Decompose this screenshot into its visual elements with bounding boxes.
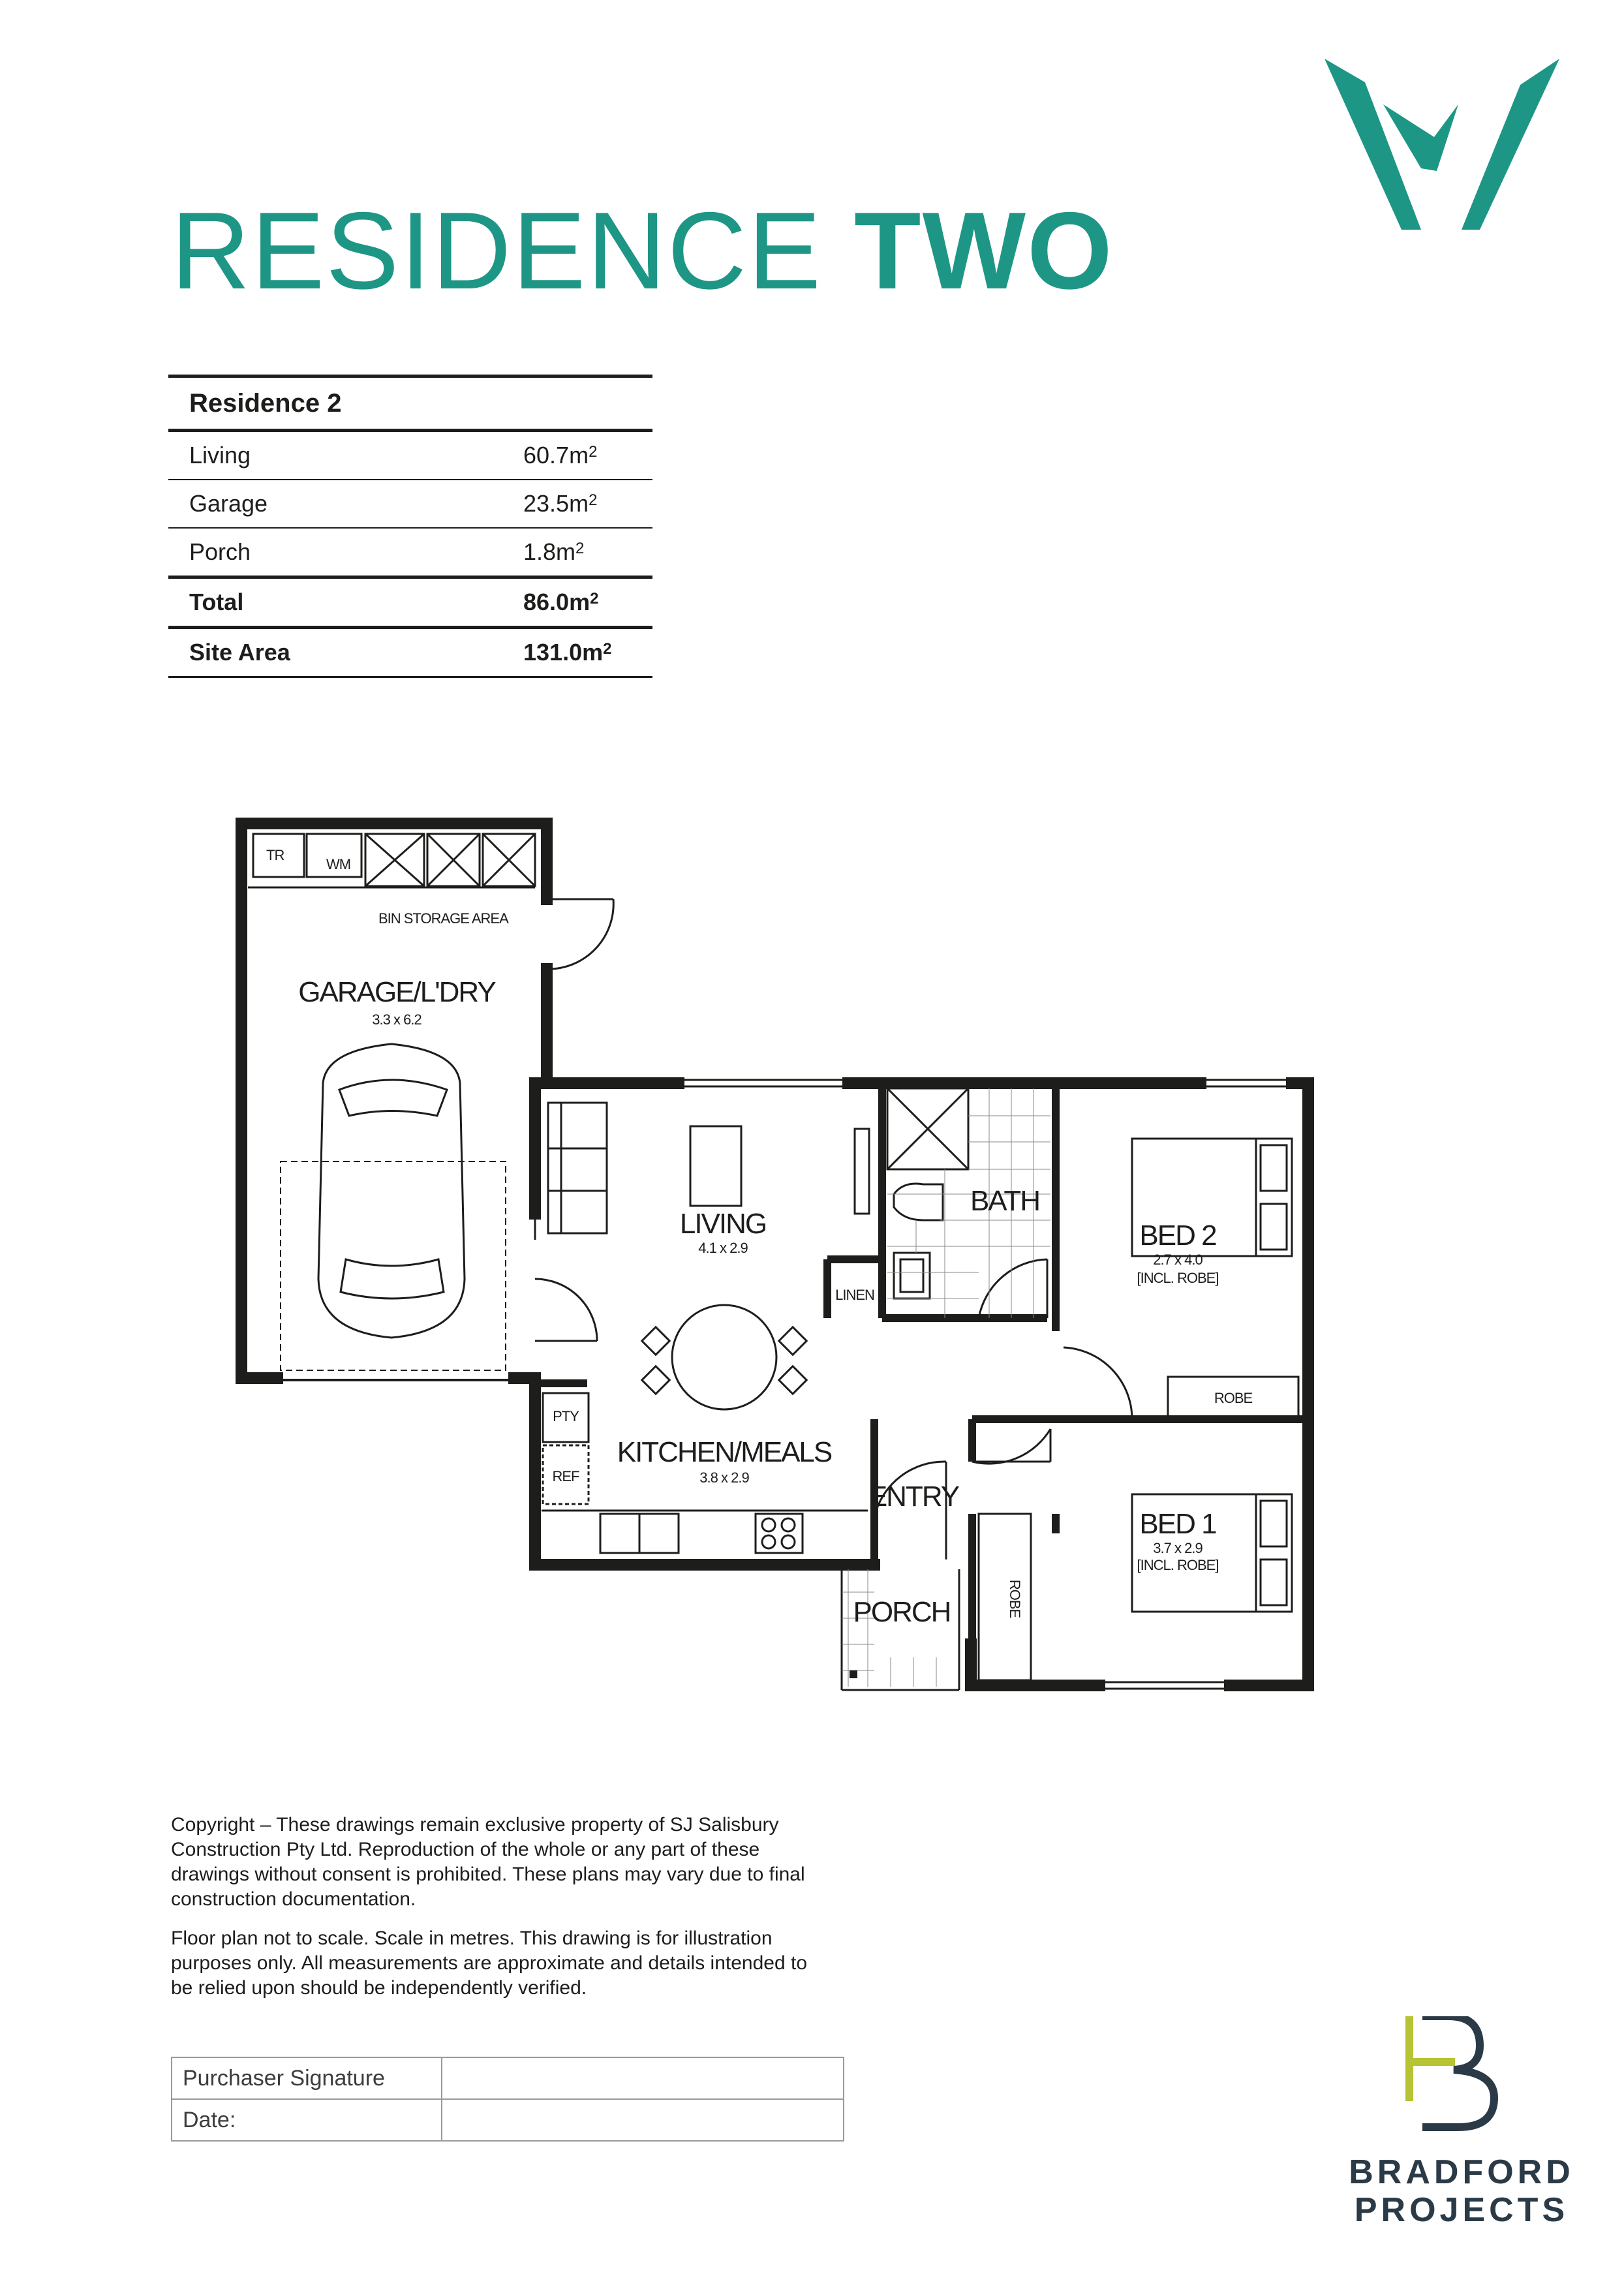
brand-line1: BRADFORD	[1349, 2153, 1574, 2191]
area-table-heading-row	[168, 376, 652, 431]
bradford-b-logo-icon	[1403, 2016, 1507, 2134]
bath-label: BATH	[970, 1185, 1040, 1217]
row-label: Living	[168, 431, 502, 480]
copyright-text: Copyright – These drawings remain exclusive property of SJ Salisbury Construction Pty Ltd. Reproduction of the whole or any part of these drawings without consent is prohibited. These plans may vary due to final construction documentation.	[171, 1814, 805, 1910]
row-value: $86.0m^2$	[502, 577, 652, 628]
page-title	[171, 189, 1114, 312]
brand-wordmark	[1331, 2153, 1592, 2229]
table-row	[168, 480, 652, 528]
row-label: Total	[168, 577, 502, 628]
living-label: LIVING	[679, 1208, 767, 1240]
wm-label: WM	[326, 856, 351, 872]
title-bold: TWO	[853, 189, 1114, 312]
entry-label: ENTRY	[868, 1481, 959, 1513]
purchaser-signature-field[interactable]	[442, 2057, 844, 2099]
bin-storage-label: BIN STORAGE AREA	[378, 910, 508, 927]
table-row	[172, 2099, 844, 2141]
garage-dims: 3.3 x 6.2	[372, 1011, 421, 1028]
disclaimer-text: Floor plan not to scale. Scale in metres. This drawing is for illustration purposes only. All measurements are approximate and details intended to be relied upon should be independently verified.	[171, 1928, 808, 1999]
garage-label: GARAGE/L'DRY	[298, 976, 495, 1008]
row-value: $131.0m^2$	[502, 628, 652, 677]
area-table-heading: Residence 2	[168, 376, 652, 431]
date-field[interactable]	[442, 2099, 844, 2141]
title-light: RESIDENCE	[171, 189, 823, 312]
notes	[171, 1813, 823, 2015]
bed1-note: [INCL. ROBE]	[1137, 1557, 1219, 1573]
bed2-note: [INCL. ROBE]	[1137, 1270, 1219, 1286]
w-logo-icon	[1325, 59, 1559, 235]
row-label: Porch	[168, 528, 502, 577]
date-label: Date:	[172, 2099, 442, 2141]
area-table	[168, 375, 652, 678]
row-label: Garage	[168, 480, 502, 528]
kitchen-meals-label: KITCHEN/MEALS	[617, 1436, 832, 1468]
fridge-label: REF	[552, 1468, 579, 1484]
table-row	[172, 2057, 844, 2099]
signature-table	[171, 2057, 844, 2142]
row-label: Site Area	[168, 628, 502, 677]
table-row	[168, 577, 652, 628]
floor-plan	[222, 809, 1331, 1723]
row-value: $23.5m^2$	[502, 480, 652, 528]
bed1-robe-label: ROBE	[1007, 1579, 1023, 1618]
linen-label: LINEN	[835, 1287, 874, 1303]
kitchen-meals-dims: 3.8 x 2.9	[699, 1469, 749, 1486]
tr-label: TR	[266, 847, 284, 863]
porch-label: PORCH	[853, 1596, 951, 1628]
bed2-robe-label: ROBE	[1214, 1390, 1253, 1406]
table-row	[168, 528, 652, 577]
bed1-label: BED 1	[1139, 1508, 1216, 1540]
purchaser-signature-label: Purchaser Signature	[172, 2057, 442, 2099]
bed2-dims: 2.7 x 4.0	[1153, 1252, 1203, 1268]
table-row	[168, 628, 652, 677]
bed2-label: BED 2	[1139, 1220, 1216, 1252]
living-dims: 4.1 x 2.9	[698, 1240, 748, 1256]
pantry-label: PTY	[553, 1408, 579, 1424]
brand-line2: PROJECTS	[1354, 2191, 1569, 2229]
bed1-dims: 3.7 x 2.9	[1153, 1540, 1203, 1556]
row-value: $1.8m^2$	[502, 528, 652, 577]
row-value: $60.7m^2$	[502, 431, 652, 480]
table-row	[168, 431, 652, 480]
